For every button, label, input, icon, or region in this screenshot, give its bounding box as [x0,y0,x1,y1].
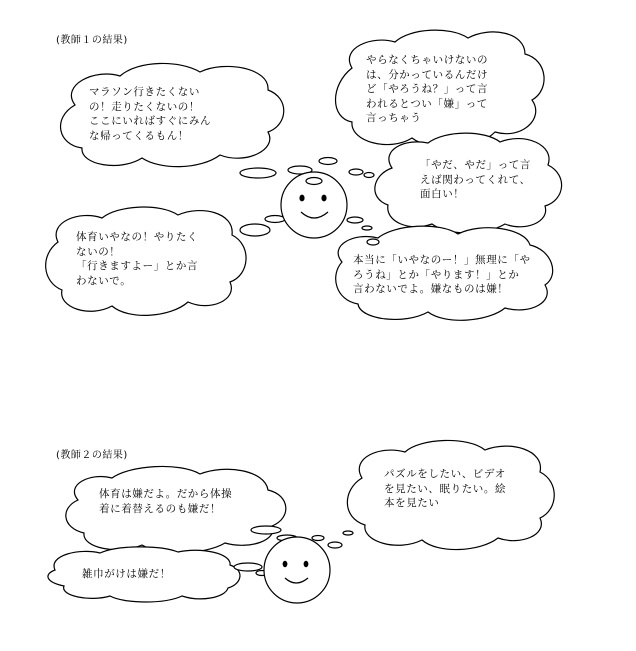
thought-dot [367,239,379,245]
thought-dot [265,216,285,223]
section-2-title: (教師２の結果) [56,450,128,461]
thought-dot [343,531,353,535]
thought-dot [240,168,276,178]
section-1-title: (教師１の結果) [56,35,128,46]
bubble-1-4-text: 体育いやなの！やりたく ないの！ 「行きますよー」とか言 わないで。 [76,231,199,287]
face-2 [264,537,330,603]
thought-dot [251,526,281,534]
bubble-2-2-text: パズルをしたい、ビデオ を見たい、眠りたい。絵 本を見たい [384,468,507,509]
thought-dot [328,542,342,548]
bubble-2-1-text: 体育は嫌だよ。だから体操 着に着替えるのも嫌だ！ [99,488,233,515]
thought-dot [240,224,270,236]
bubble-1-3-text: 「やだ、やだ」って言 えば関わってくれて、 面白い！ [420,159,531,200]
thought-dot [312,536,324,541]
bubble-1-1-text: マラソン行きたくない の！走りたくないの！ ここにいればすぐにみん な帰ってくるもん！ [89,86,212,142]
face-2-left-eye [283,561,288,567]
thought-dot [234,563,262,571]
bubble-1-2-text: やらなくちゃいけないの は、分かっているんだけ ど「やろうね？」って言 われるとつい「嫌」って 言っちゃう [366,54,489,124]
thought-dot [362,226,372,230]
face-1-right-eye [321,195,326,202]
thought-dot [347,217,363,223]
thought-dot [319,158,337,165]
thought-dot [349,169,363,175]
bubble-2-3-text: 雑巾がけは嫌だ！ [82,568,171,580]
thought-dot [364,173,374,178]
face-2-right-eye [304,561,309,567]
bubble-1-5-text: 本当に「いやなのー！」無理に「や ろうね」とか「やります！」とか 言わないでよ。嫌なものは嫌！ [353,254,531,295]
thought-dot [306,178,322,185]
face-1-left-eye [299,195,304,202]
